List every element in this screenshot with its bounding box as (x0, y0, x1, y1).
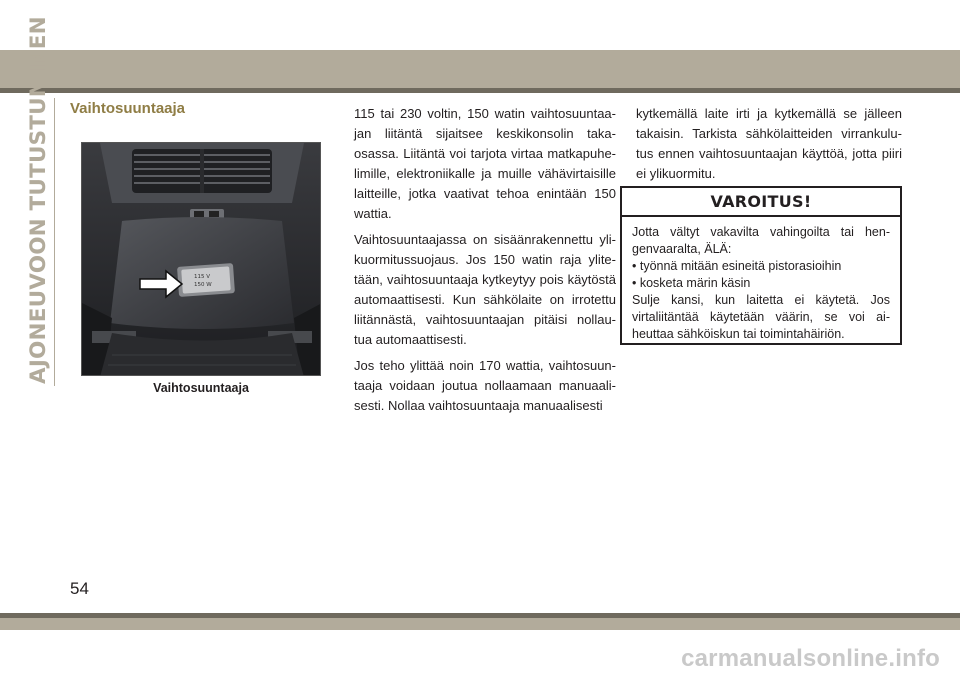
section-title: Vaihtosuuntaaja (70, 100, 186, 117)
paragraph: Vaihtosuuntaajassa on sisäänrakennettu yli- kuormitussuojaus. Jos 150 watin raja ylite- tään, vaihtosuuntaaja kytkeytyy pois käytöstä automaattisesti. Kun sähkölaite on irrotettu liitännästä, vaihtosuuntaajan pitäisi nollau- tua automaattisesti. (354, 232, 616, 347)
warning-box (620, 186, 902, 345)
warning-body (622, 217, 900, 343)
warning-bullet: • kosketa märin käsin (632, 276, 751, 290)
watermark: carmanualsonline.info (681, 645, 940, 672)
warning-bullet: • työnnä mitään esineitä pistorasioihin (632, 259, 842, 273)
header-rule (0, 88, 960, 93)
switch-label-2: 150 W (194, 282, 212, 288)
footer-band (0, 618, 960, 630)
warning-heading: VAROITUS! (622, 188, 900, 217)
warning-intro: Jotta vältyt vakavilta vahingoilta tai hen- genvaaralta, ÄLÄ: (632, 225, 890, 256)
paragraph: kytkemällä laite irti ja kytkemällä se jälleen takaisin. Tarkista sähkölaitteiden virrankulu- tus ennen vaihtosuuntaajan käyttöä, jotta piiri ei ylikuormitu. (636, 106, 902, 181)
paragraph: 115 tai 230 voltin, 150 watin vaihtosuuntaa- jan liitäntä sijaitsee keskikonsolin taka- osassa. Liitäntä voi tarjota virtaa matkapuhe- limille, elektroniikalle ja muille vähävirtaisille laitteille, jotka vaativat tehoa enintään 150 wattia. (354, 106, 616, 221)
switch-label-1: 115 V (194, 274, 211, 280)
warning-closing: Sulje kansi, kun laitetta ei käytetä. Jos virtaliitäntää käytetään väärin, se voi ai- heuttaa sähköiskun tai toimintahäiriön. (632, 293, 890, 341)
inverter-photo (81, 142, 321, 376)
section-side-title: AJONEUVOON TUTUSTUMINEN (26, 16, 51, 384)
column-3 (636, 104, 902, 190)
column-2 (354, 104, 616, 422)
header-band (0, 50, 960, 88)
paragraph: Jos teho ylittää noin 170 wattia, vaihtosuun- taaja voidaan joutua nollaamaan manuaali- sesti. Nollaa vaihtosuuntaaja manuaalisesti (354, 358, 616, 413)
figure-caption: Vaihtosuuntaaja (153, 381, 249, 395)
page-number: 54 (70, 579, 89, 598)
side-rule (54, 98, 55, 386)
